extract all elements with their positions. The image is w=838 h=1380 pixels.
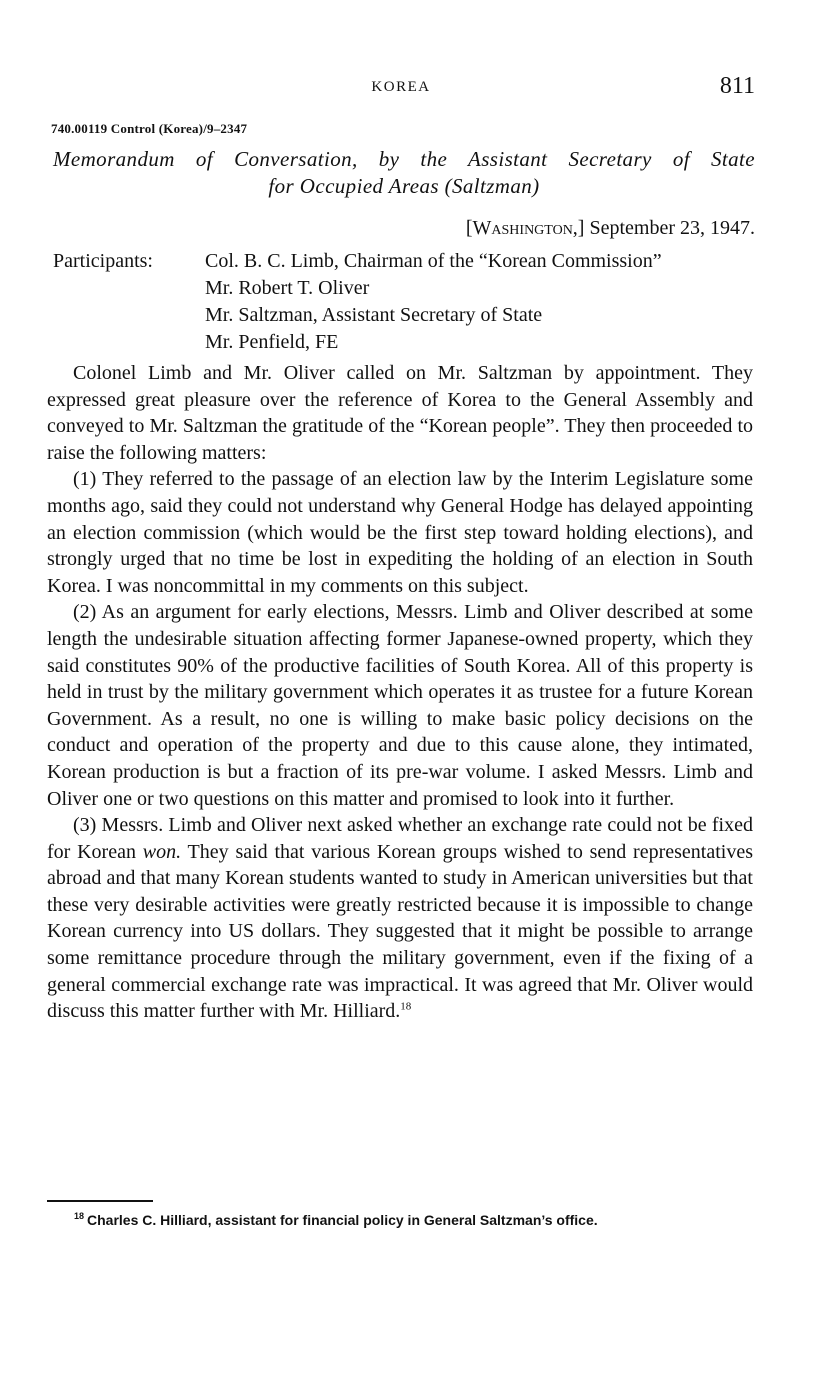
- footnote-divider: [47, 1200, 153, 1202]
- point-2-paragraph: (2) As an argument for early elections, Messrs. Limb and Oliver described at some length the undesirable situation affecting former Japanese-owned property, which they said constitutes 90% of the productive facilities of South Korea. All of this property is held in trust by the military government which operates it as trustee for a future Korean Government. As a result, no one is willing to make basic policy decisions on the conduct and operation of the property and due to this cause alone, they intimated, Korean production is but a fraction of its pre-war volume. I asked Messrs. Limb and Oliver one or two questions on this matter and promised to look into it further.: [47, 601, 753, 810]
- running-title: KOREA: [371, 79, 431, 95]
- point-3-paragraph: [47, 812, 753, 1025]
- dateline: [466, 217, 755, 240]
- page-number: 811: [719, 73, 755, 99]
- title-line-1: Memorandum of Conversation, by the Assistant Secretary of State: [53, 147, 755, 171]
- point-1-paragraph: (1) They referred to the passage of an election law by the Interim Legislature some months ago, said they could not understand why General Hodge has delayed appointing an election commission (which would be the first step toward holding elections), and strongly urged that no time be lost in expediting the holding of an election in South Korea. I was noncommittal in my comments on this subject.: [47, 468, 753, 597]
- dateline-date: September 23, 1947.: [589, 217, 755, 239]
- participant: Mr. Penfield, FE: [205, 331, 339, 353]
- point-3-italic-term: won.: [142, 840, 182, 863]
- title-line-2: for Occupied Areas (Saltzman): [268, 174, 540, 198]
- document-title: [53, 146, 755, 200]
- running-header: [47, 73, 755, 102]
- footnote-mark: 18: [74, 1211, 85, 1222]
- participant: Mr. Robert T. Oliver: [205, 277, 370, 299]
- footnote: [74, 1212, 598, 1228]
- participant: Mr. Saltzman, Assistant Secretary of State: [205, 304, 543, 326]
- point-3-text-before: (3) Messrs. Limb and Oliver next asked whether an exchange rate could not be fixed for Korean: [47, 814, 753, 863]
- memorandum-body: [47, 360, 753, 1025]
- participants-label: Participants:: [53, 250, 153, 272]
- file-reference: 740.00119 Control (Korea)/9–2347: [51, 121, 248, 136]
- intro-paragraph: Colonel Limb and Mr. Oliver called on Mr. Saltzman by appointment. They expressed great pleasure over the reference of Korea to the General Assembly and conveyed to Mr. Saltzman the gratitude of the “Korean people”. They then proceeded to raise the following matters:: [47, 362, 753, 464]
- dateline-place: [Washington,]: [465, 217, 585, 239]
- footnote-text: Charles C. Hilliard, assistant for financial policy in General Saltzman’s office.: [87, 1212, 598, 1228]
- participants-list: [205, 248, 755, 356]
- participant: Col. B. C. Limb, Chairman of the “Korean Commission”: [205, 250, 662, 272]
- footnote-reference: 18: [400, 1000, 412, 1013]
- point-3-text-after: They said that various Korean groups wished to send representatives abroad and that many Korean students wanted to study in American universities but that these very desirable activities were greatly restricted because it is impossible to change Korean currency into US dollars. They suggested that it might be possible to arrange some remittance procedure through the military government, even if the fixing of a general commercial exchange rate was impractical. It was agreed that Mr. Oliver would discuss this matter further with Mr. Hilliard.: [47, 840, 754, 1023]
